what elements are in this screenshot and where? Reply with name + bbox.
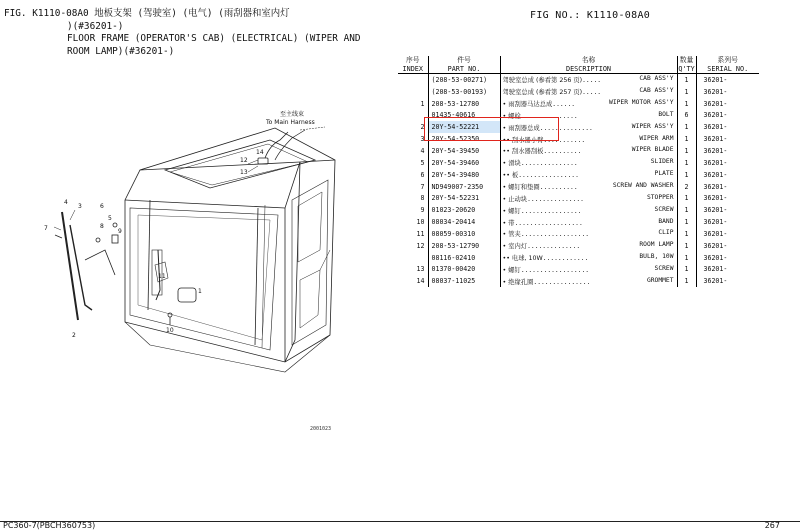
- callout-9: 9: [118, 228, 122, 235]
- row-description: [500, 228, 677, 240]
- drawing-reference: 2001023: [310, 426, 332, 432]
- row-index: 9: [420, 206, 425, 215]
- row-part-number[interactable]: 01370-00420: [428, 264, 500, 276]
- row-part-number[interactable]: 08059-00310: [428, 228, 500, 240]
- row-name-cn: • 带: [502, 219, 515, 227]
- row-index: 14: [416, 277, 425, 286]
- table-row: [398, 145, 759, 157]
- table-row: [398, 98, 759, 110]
- row-serial: 36201-: [696, 252, 759, 264]
- row-quantity: 1: [677, 157, 696, 169]
- row-dot-leader: ......: [552, 101, 576, 109]
- row-name-cn: • 雨刮器马达总成: [502, 101, 553, 109]
- table-row: [398, 228, 759, 240]
- table-row: [398, 157, 759, 169]
- row-serial: 36201-: [696, 216, 759, 228]
- row-quantity: 1: [677, 121, 696, 133]
- row-name-en: ROOM LAMP: [639, 241, 674, 249]
- table-row: [398, 264, 759, 276]
- row-serial: 36201-: [696, 86, 759, 98]
- row-index: 6: [420, 170, 425, 179]
- row-part-number[interactable]: 01023-20620: [428, 204, 500, 216]
- row-description: [500, 86, 677, 98]
- row-quantity: 1: [677, 252, 696, 264]
- row-name-cn: • 绝缘孔圈: [502, 278, 534, 286]
- row-part-number[interactable]: 20Y-54-52350: [428, 133, 500, 145]
- callout-14: 14: [256, 149, 264, 156]
- callout-10: 10: [166, 327, 174, 334]
- row-description: [500, 98, 677, 110]
- row-name-cn: • 螺钉: [502, 207, 521, 215]
- row-name-cn: • 雨刮器总成: [502, 124, 540, 132]
- row-serial: 36201-: [696, 98, 759, 110]
- row-description: [500, 169, 677, 181]
- callout-13: 13: [240, 169, 248, 176]
- row-part-number[interactable]: 20Y-54-52221: [428, 121, 500, 133]
- callout-3: 3: [78, 203, 82, 210]
- row-part-number[interactable]: 08034-20414: [428, 216, 500, 228]
- row-dot-leader: ............: [542, 255, 589, 263]
- title-line-4: ROOM LAMP)(#36201-): [67, 45, 175, 57]
- row-part-number[interactable]: (208-53-00271): [428, 74, 500, 86]
- row-part-number[interactable]: 01435-40616: [428, 110, 500, 122]
- row-name-en: SCREW: [654, 205, 674, 213]
- table-header-row: [398, 56, 759, 74]
- row-name-en: WIPER BLADE: [631, 146, 674, 154]
- table-row: [398, 74, 759, 86]
- row-name-cn: • 止动块: [502, 195, 528, 203]
- callout-6: 6: [100, 203, 104, 210]
- row-quantity: 1: [677, 145, 696, 157]
- parts-table: [398, 56, 759, 287]
- table-row: [398, 252, 759, 264]
- row-index: 13: [416, 265, 425, 274]
- row-description: [500, 74, 677, 86]
- row-part-number[interactable]: 20Y-54-39450: [428, 145, 500, 157]
- row-name-cn: 驾驶室总成 (参看第 256 页): [502, 77, 583, 85]
- row-quantity: 1: [677, 74, 696, 86]
- row-name-en: WIPER ASS'Y: [631, 122, 674, 130]
- col-name-header: 名称 DESCRIPTION: [500, 56, 677, 74]
- table-row: [398, 86, 759, 98]
- row-name-en: BOLT: [658, 110, 674, 118]
- row-serial: 36201-: [696, 275, 759, 287]
- row-quantity: 1: [677, 216, 696, 228]
- row-serial: 36201-: [696, 74, 759, 86]
- row-dot-leader: ...............: [527, 195, 584, 203]
- table-row: [398, 169, 759, 181]
- row-dot-leader: ..................: [520, 231, 590, 239]
- row-name-cn: •• 刮水器小臂: [502, 136, 544, 144]
- row-quantity: 2: [677, 181, 696, 193]
- row-index: 10: [416, 218, 425, 227]
- row-serial: 36201-: [696, 204, 759, 216]
- row-part-number[interactable]: 08037-11025: [428, 275, 500, 287]
- row-quantity: 1: [677, 264, 696, 276]
- row-dot-leader: .....: [582, 89, 602, 97]
- highlight-box: [424, 117, 559, 141]
- row-dot-leader: ...........: [543, 136, 586, 144]
- row-quantity: 1: [677, 98, 696, 110]
- row-serial: 36201-: [696, 110, 759, 122]
- row-quantity: 6: [677, 110, 696, 122]
- row-index: [398, 74, 428, 86]
- callout-2: 2: [72, 332, 76, 339]
- row-dot-leader: ...............: [520, 160, 578, 168]
- row-name-cn: •• 电球, 10W: [502, 255, 543, 263]
- callout-12: 12: [240, 157, 248, 164]
- model-code: PC360-7(PBCH360753): [3, 521, 96, 530]
- row-dot-leader: ..............: [527, 243, 581, 251]
- col-qty-header: 数量 Q'TY: [678, 56, 695, 73]
- row-dot-leader: ...............: [533, 278, 591, 286]
- table-row: [398, 181, 759, 193]
- row-description: [500, 204, 677, 216]
- row-serial: 36201-: [696, 121, 759, 133]
- page-number: 267: [764, 521, 780, 530]
- exploded-parts-diagram: [30, 100, 400, 430]
- row-quantity: 1: [677, 228, 696, 240]
- row-name-cn: •• 刮水器刮板: [502, 148, 544, 156]
- callout-8: 8: [100, 223, 104, 230]
- row-quantity: 1: [677, 204, 696, 216]
- row-index: 1: [420, 99, 425, 108]
- row-part-number[interactable]: 08116-02410: [428, 252, 500, 264]
- col-index-header: 序号 INDEX: [398, 56, 428, 74]
- row-index: 2: [420, 123, 425, 132]
- row-name-cn: • 滑块: [502, 160, 521, 168]
- title-line-2: )(#36201-): [67, 20, 124, 32]
- row-name-cn: • 螺钉: [502, 266, 521, 274]
- harness-note-en: To Main Harness: [266, 119, 315, 126]
- row-name-en: STOPPER: [646, 193, 674, 201]
- row-name-en: SLIDER: [650, 158, 674, 166]
- table-row: [398, 192, 759, 204]
- row-serial: 36201-: [696, 181, 759, 193]
- row-name-cn: • 螺栓: [502, 112, 521, 120]
- row-dot-leader: ................: [520, 207, 582, 215]
- figure-title: [4, 8, 396, 58]
- row-dot-leader: ..................: [520, 266, 590, 274]
- row-name-cn: • 管夹: [502, 231, 521, 239]
- table-row: [398, 216, 759, 228]
- row-part-number[interactable]: 20Y-54-52231: [428, 192, 500, 204]
- row-description: [500, 240, 677, 252]
- row-dot-leader: ...............: [520, 112, 578, 120]
- row-serial: 36201-: [696, 169, 759, 181]
- row-part-number[interactable]: 20Y-54-39480: [428, 169, 500, 181]
- row-description: [500, 216, 677, 228]
- row-name-en: SCREW: [654, 264, 674, 272]
- row-index: 3: [420, 135, 425, 144]
- row-name-cn: 驾驶室总成 (参看第 257 页): [502, 89, 583, 97]
- row-description: [500, 264, 677, 276]
- row-name-en: GROMMET: [646, 276, 674, 284]
- row-index: 12: [416, 241, 425, 250]
- row-index: 7: [420, 182, 425, 191]
- table-row: [398, 275, 759, 287]
- row-name-cn: •• 板: [502, 172, 519, 180]
- row-name-en: BULB, 10W: [639, 253, 674, 261]
- row-index: 5: [420, 158, 425, 167]
- row-serial: 36201-: [696, 240, 759, 252]
- row-dot-leader: .....: [582, 77, 602, 85]
- callout-1: 1: [198, 288, 202, 295]
- row-name-en: BAND: [658, 217, 674, 225]
- row-quantity: 1: [677, 169, 696, 181]
- row-index: [398, 252, 428, 264]
- row-name-en: CAB ASS'Y: [639, 87, 674, 95]
- row-part-number[interactable]: (208-53-00193): [428, 86, 500, 98]
- row-serial: 36201-: [696, 133, 759, 145]
- col-serial-header: 系列号 SERIAL NO.: [696, 56, 759, 74]
- row-name-en: WIPER ARM: [639, 134, 674, 142]
- callout-4: 4: [64, 199, 68, 206]
- row-index: 11: [416, 229, 425, 238]
- title-line-1: FIG. K1110-08A0 地板支架 (驾驶室) (电气) (雨刮器和室内灯: [4, 8, 290, 19]
- row-part-number[interactable]: 20Y-54-39460: [428, 157, 500, 169]
- table-row: [398, 240, 759, 252]
- row-part-number[interactable]: ND949007-2350: [428, 181, 500, 193]
- row-description: [500, 145, 677, 157]
- row-quantity: 1: [677, 240, 696, 252]
- row-index: [398, 86, 428, 98]
- row-name-cn: • 螺钉和垫圈: [502, 184, 540, 192]
- row-name-en: PLATE: [654, 170, 674, 178]
- row-name-en: CAB ASS'Y: [639, 75, 674, 83]
- callout-11: 11: [158, 273, 166, 280]
- footer-rule: [0, 521, 800, 522]
- row-description: [500, 157, 677, 169]
- row-quantity: 1: [677, 275, 696, 287]
- row-name-en: CLIP: [658, 229, 674, 237]
- row-serial: 36201-: [696, 145, 759, 157]
- row-dot-leader: ................: [518, 172, 579, 180]
- row-description: [500, 252, 677, 264]
- row-dot-leader: ..........: [543, 148, 582, 156]
- row-description: [500, 181, 677, 193]
- row-dot-leader: ..................: [514, 219, 583, 227]
- row-description: [500, 275, 677, 287]
- row-serial: 36201-: [696, 264, 759, 276]
- row-description: [500, 192, 677, 204]
- row-serial: 36201-: [696, 192, 759, 204]
- row-name-en: SCREW AND WASHER: [612, 182, 674, 190]
- row-dot-leader: ..........: [539, 184, 578, 192]
- row-index: 4: [420, 146, 425, 155]
- row-index: 8: [420, 194, 425, 203]
- callout-5: 5: [108, 215, 112, 222]
- row-serial: 36201-: [696, 157, 759, 169]
- row-quantity: 1: [677, 192, 696, 204]
- harness-note-cn: 至主线束: [280, 111, 305, 118]
- table-row: [398, 204, 759, 216]
- row-quantity: 1: [677, 86, 696, 98]
- fig-number: FIG NO.: K1110-08A0: [530, 10, 651, 21]
- row-part-number[interactable]: 208-53-12780: [428, 98, 500, 110]
- row-quantity: 1: [677, 133, 696, 145]
- row-serial: 36201-: [696, 228, 759, 240]
- row-name-cn: • 室内灯: [502, 243, 528, 251]
- row-dot-leader: ..............: [539, 124, 593, 132]
- callout-7: 7: [44, 225, 48, 232]
- col-part-header: 件号 PART NO.: [428, 56, 500, 74]
- row-part-number[interactable]: 208-53-12790: [428, 240, 500, 252]
- row-name-en: WIPER MOTOR ASS'Y: [609, 99, 674, 107]
- title-line-3: FLOOR FRAME (OPERATOR'S CAB) (ELECTRICAL) (WIPER AND: [67, 33, 361, 44]
